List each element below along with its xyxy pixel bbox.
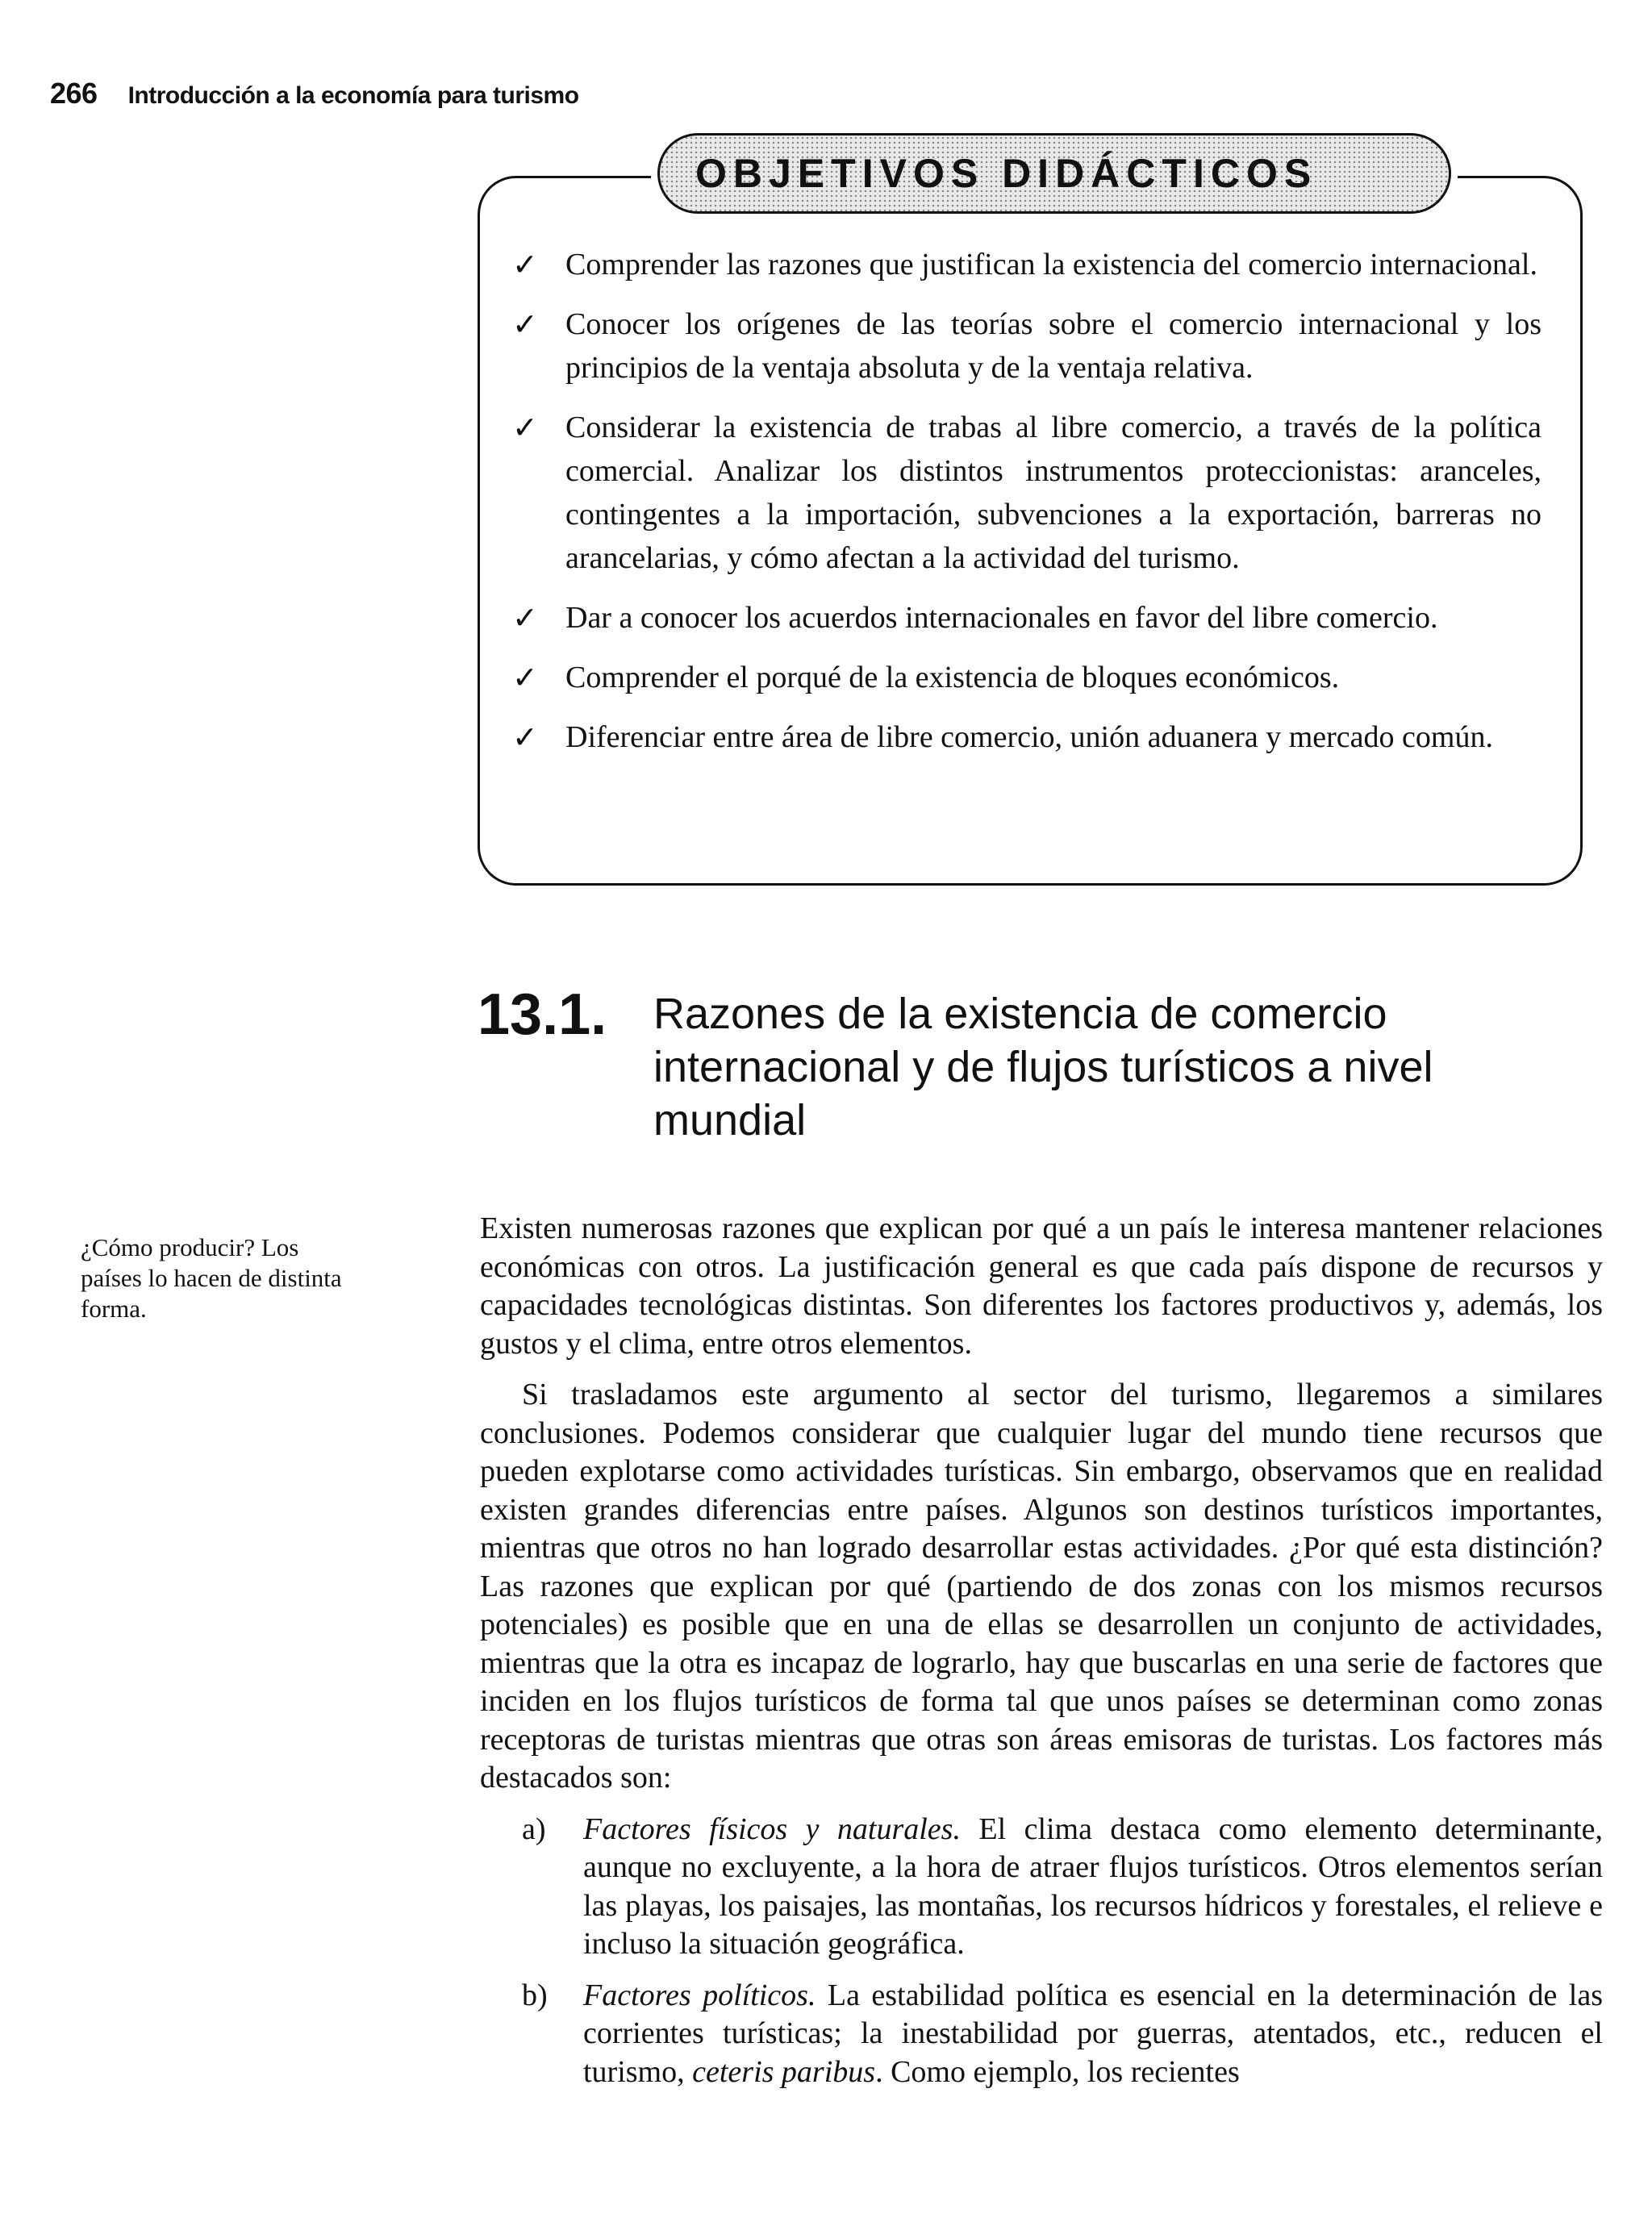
objective-item bbox=[512, 596, 1541, 640]
factor-italic: ceteris paribus bbox=[692, 2054, 876, 2089]
objective-text: Conocer los orígenes de las teorías sobre el comercio internacional y los principios de la ventaja absoluta y de la ventaja relativa. bbox=[565, 307, 1541, 385]
objective-text: Comprender las razones que justifican la existencia del comercio internacional. bbox=[565, 248, 1537, 281]
factor-item-a bbox=[480, 1811, 1603, 1964]
objectives-title: OBJETIVOS DIDÁCTICOS bbox=[657, 133, 1451, 214]
objective-item bbox=[512, 656, 1541, 699]
objective-text: Considerar la existencia de trabas al libre comercio, a través de la política comercial. Analizar los distintos instrumentos proteccionistas: aranceles, contingentes a la importación, subvenciones a la exportación, barreras no arancelarias, y cómo afectan a la actividad del turismo. bbox=[565, 411, 1541, 575]
objective-item bbox=[512, 715, 1541, 759]
checkmark-icon: ✓ bbox=[512, 660, 538, 695]
section-title: Razones de la existencia de comercio internacional y de flujos turísticos a nivel mundial bbox=[653, 990, 1433, 1144]
objective-text: Diferenciar entre área de libre comercio, unión aduanera y mercado común. bbox=[565, 720, 1493, 754]
objective-text: Dar a conocer los acuerdos internacionales en favor del libre comercio. bbox=[565, 601, 1438, 635]
objective-item bbox=[512, 243, 1541, 286]
objectives-box bbox=[478, 151, 1583, 886]
checkmark-icon: ✓ bbox=[512, 247, 538, 282]
paragraph: Si trasladamos este argumento al sector del turismo, llegaremos a similares conclusiones. Podemos considerar que cualquier lugar del mundo tiene recursos que pueden explotarse como actividades turísticas. Sin embargo, observamos que en realidad existen grandes diferencias entre países. Algunos son destinos turísticos importantes, mientras que otros no han logrado desarrollar estas actividades. ¿Por qué esta distinción? Las razones que explican por qué (partiendo de dos zonas con los mismos recursos potenciales) es posible que en una de ellas se desarrollen un conjunto de actividades, mientras que la otra es incapaz de lograrlo, hay que buscarlas en una serie de factores que inciden en los flujos turísticos de forma tal que unos países se determinan como zonas receptoras de turistas mientras que otras son áreas emisoras de turistas. Los factores más destacados son: bbox=[480, 1378, 1603, 1795]
objectives-title-wrap bbox=[651, 133, 1458, 214]
checkmark-icon: ✓ bbox=[512, 600, 538, 636]
factor-title: Factores físicos y naturales. bbox=[583, 1811, 961, 1846]
checkmark-icon: ✓ bbox=[512, 719, 538, 755]
objective-item bbox=[512, 406, 1541, 580]
objective-text: Comprender el porqué de la existencia de bloques económicos. bbox=[565, 661, 1340, 694]
factor-text bbox=[583, 1811, 1603, 1964]
margin-note: ¿Cómo producir? Los países lo hacen de distinta forma. bbox=[81, 1233, 342, 1323]
factor-title: Factores políticos. bbox=[583, 1978, 816, 2012]
factor-text bbox=[583, 1977, 1603, 2092]
body-text bbox=[480, 1210, 1603, 2104]
page-number: 266 bbox=[50, 77, 98, 110]
factor-body: El clima destaca como elemento determinante, aunque no excluyente, a la hora de atraer flujos turísticos. Otros elementos serían las playas, los paisajes, las montañas, los recursos hídricos y forestales, el relieve e incluso la situación geográfica. bbox=[583, 1811, 1603, 1961]
factor-item-b bbox=[480, 1977, 1603, 2092]
section-number: 13.1. bbox=[478, 982, 607, 1047]
checkmark-icon: ✓ bbox=[512, 410, 538, 445]
objective-item bbox=[512, 302, 1541, 390]
factor-marker: a) bbox=[522, 1811, 546, 1846]
paragraph: Existen numerosas razones que explican por qué a un país le interesa mantener relaciones económicas con otros. La justificación general es que cada país dispone de recursos y capacidades tecnológicas distintas. Son diferentes los factores productivos y, además, los gustos y el clima, entre otros elementos. bbox=[480, 1211, 1603, 1361]
factor-marker: b) bbox=[522, 1978, 548, 2012]
running-header bbox=[50, 77, 579, 110]
factor-body-end: . Como ejemplo, los recientes bbox=[875, 2054, 1240, 2089]
checkmark-icon: ✓ bbox=[512, 306, 538, 342]
factor-body: La estabilidad política es esencial en la determinación de las corrientes turísticas; la inestabilidad por guerras, atentados, etc., reducen el turismo, bbox=[583, 1978, 1603, 2089]
objectives-list bbox=[512, 243, 1541, 775]
book-title: Introducción a la economía para turismo bbox=[127, 82, 579, 109]
